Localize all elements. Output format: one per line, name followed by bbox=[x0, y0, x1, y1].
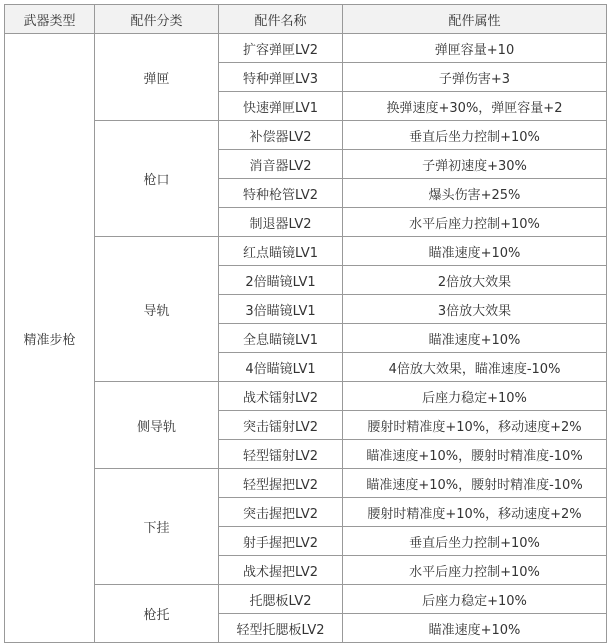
attachment-name-cell: 扩容弹匣LV2 bbox=[219, 34, 343, 63]
attachment-name-cell: 战术握把LV2 bbox=[219, 556, 343, 585]
attachment-name-cell: 2倍瞄镜LV1 bbox=[219, 266, 343, 295]
attachment-attribute-cell: 2倍放大效果 bbox=[343, 266, 607, 295]
attachment-name-cell: 消音器LV2 bbox=[219, 150, 343, 179]
category-cell: 弹匣 bbox=[95, 34, 219, 121]
attachment-name-cell: 轻型握把LV2 bbox=[219, 469, 343, 498]
attachment-attribute-cell: 爆头伤害+25% bbox=[343, 179, 607, 208]
attachment-attribute-cell: 弹匣容量+10 bbox=[343, 34, 607, 63]
attachment-attribute-cell: 水平后座力控制+10% bbox=[343, 208, 607, 237]
table-row bbox=[5, 382, 607, 411]
table-row bbox=[5, 34, 607, 63]
category-cell: 侧导轨 bbox=[95, 382, 219, 469]
attachment-name-cell: 射手握把LV2 bbox=[219, 527, 343, 556]
attachment-name-cell: 制退器LV2 bbox=[219, 208, 343, 237]
attachment-attribute-cell: 瞄准速度+10%，腰射时精准度-10% bbox=[343, 469, 607, 498]
attachment-name-cell: 突击镭射LV2 bbox=[219, 411, 343, 440]
attachment-attribute-cell: 垂直后坐力控制+10% bbox=[343, 121, 607, 150]
attachment-name-cell: 特种弹匣LV3 bbox=[219, 63, 343, 92]
attachment-name-cell: 战术镭射LV2 bbox=[219, 382, 343, 411]
attachment-name-cell: 红点瞄镜LV1 bbox=[219, 237, 343, 266]
attachment-attribute-cell: 腰射时精准度+10%，移动速度+2% bbox=[343, 411, 607, 440]
attachment-name-cell: 补偿器LV2 bbox=[219, 121, 343, 150]
header-category: 配件分类 bbox=[95, 5, 219, 34]
attachment-name-cell: 快速弹匣LV1 bbox=[219, 92, 343, 121]
header-name: 配件名称 bbox=[219, 5, 343, 34]
attachment-attribute-cell: 水平后座力控制+10% bbox=[343, 556, 607, 585]
header-attribute: 配件属性 bbox=[343, 5, 607, 34]
attachment-attribute-cell: 换弹速度+30%，弹匣容量+2 bbox=[343, 92, 607, 121]
attachment-attribute-cell: 瞄准速度+10% bbox=[343, 614, 607, 643]
attachment-attribute-cell: 4倍放大效果，瞄准速度-10% bbox=[343, 353, 607, 382]
attachment-attribute-cell: 腰射时精准度+10%，移动速度+2% bbox=[343, 498, 607, 527]
attachment-name-cell: 突击握把LV2 bbox=[219, 498, 343, 527]
attachment-name-cell: 4倍瞄镜LV1 bbox=[219, 353, 343, 382]
attachment-attribute-cell: 垂直后坐力控制+10% bbox=[343, 527, 607, 556]
attachment-name-cell: 3倍瞄镜LV1 bbox=[219, 295, 343, 324]
attachment-attribute-cell: 子弹初速度+30% bbox=[343, 150, 607, 179]
attachment-name-cell: 轻型托腮板LV2 bbox=[219, 614, 343, 643]
table-row bbox=[5, 585, 607, 614]
attachment-attribute-cell: 瞄准速度+10% bbox=[343, 324, 607, 353]
header-weapon-type: 武器类型 bbox=[5, 5, 95, 34]
attachment-attribute-cell: 后座力稳定+10% bbox=[343, 585, 607, 614]
attachment-name-cell: 全息瞄镜LV1 bbox=[219, 324, 343, 353]
attachment-attribute-cell: 子弹伤害+3 bbox=[343, 63, 607, 92]
table-row bbox=[5, 237, 607, 266]
attachment-table bbox=[4, 4, 607, 643]
table-row bbox=[5, 469, 607, 498]
category-cell: 枪口 bbox=[95, 121, 219, 237]
category-cell: 下挂 bbox=[95, 469, 219, 585]
attachment-name-cell: 托腮板LV2 bbox=[219, 585, 343, 614]
header-row bbox=[5, 5, 607, 34]
weapon-type-cell: 精准步枪 bbox=[5, 34, 95, 643]
table-body bbox=[5, 34, 607, 643]
category-cell: 导轨 bbox=[95, 237, 219, 382]
category-cell: 枪托 bbox=[95, 585, 219, 643]
attachment-name-cell: 轻型镭射LV2 bbox=[219, 440, 343, 469]
attachment-name-cell: 特种枪管LV2 bbox=[219, 179, 343, 208]
attachment-attribute-cell: 瞄准速度+10% bbox=[343, 237, 607, 266]
attachment-attribute-cell: 3倍放大效果 bbox=[343, 295, 607, 324]
attachment-attribute-cell: 后座力稳定+10% bbox=[343, 382, 607, 411]
attachment-attribute-cell: 瞄准速度+10%，腰射时精准度-10% bbox=[343, 440, 607, 469]
table-row bbox=[5, 121, 607, 150]
